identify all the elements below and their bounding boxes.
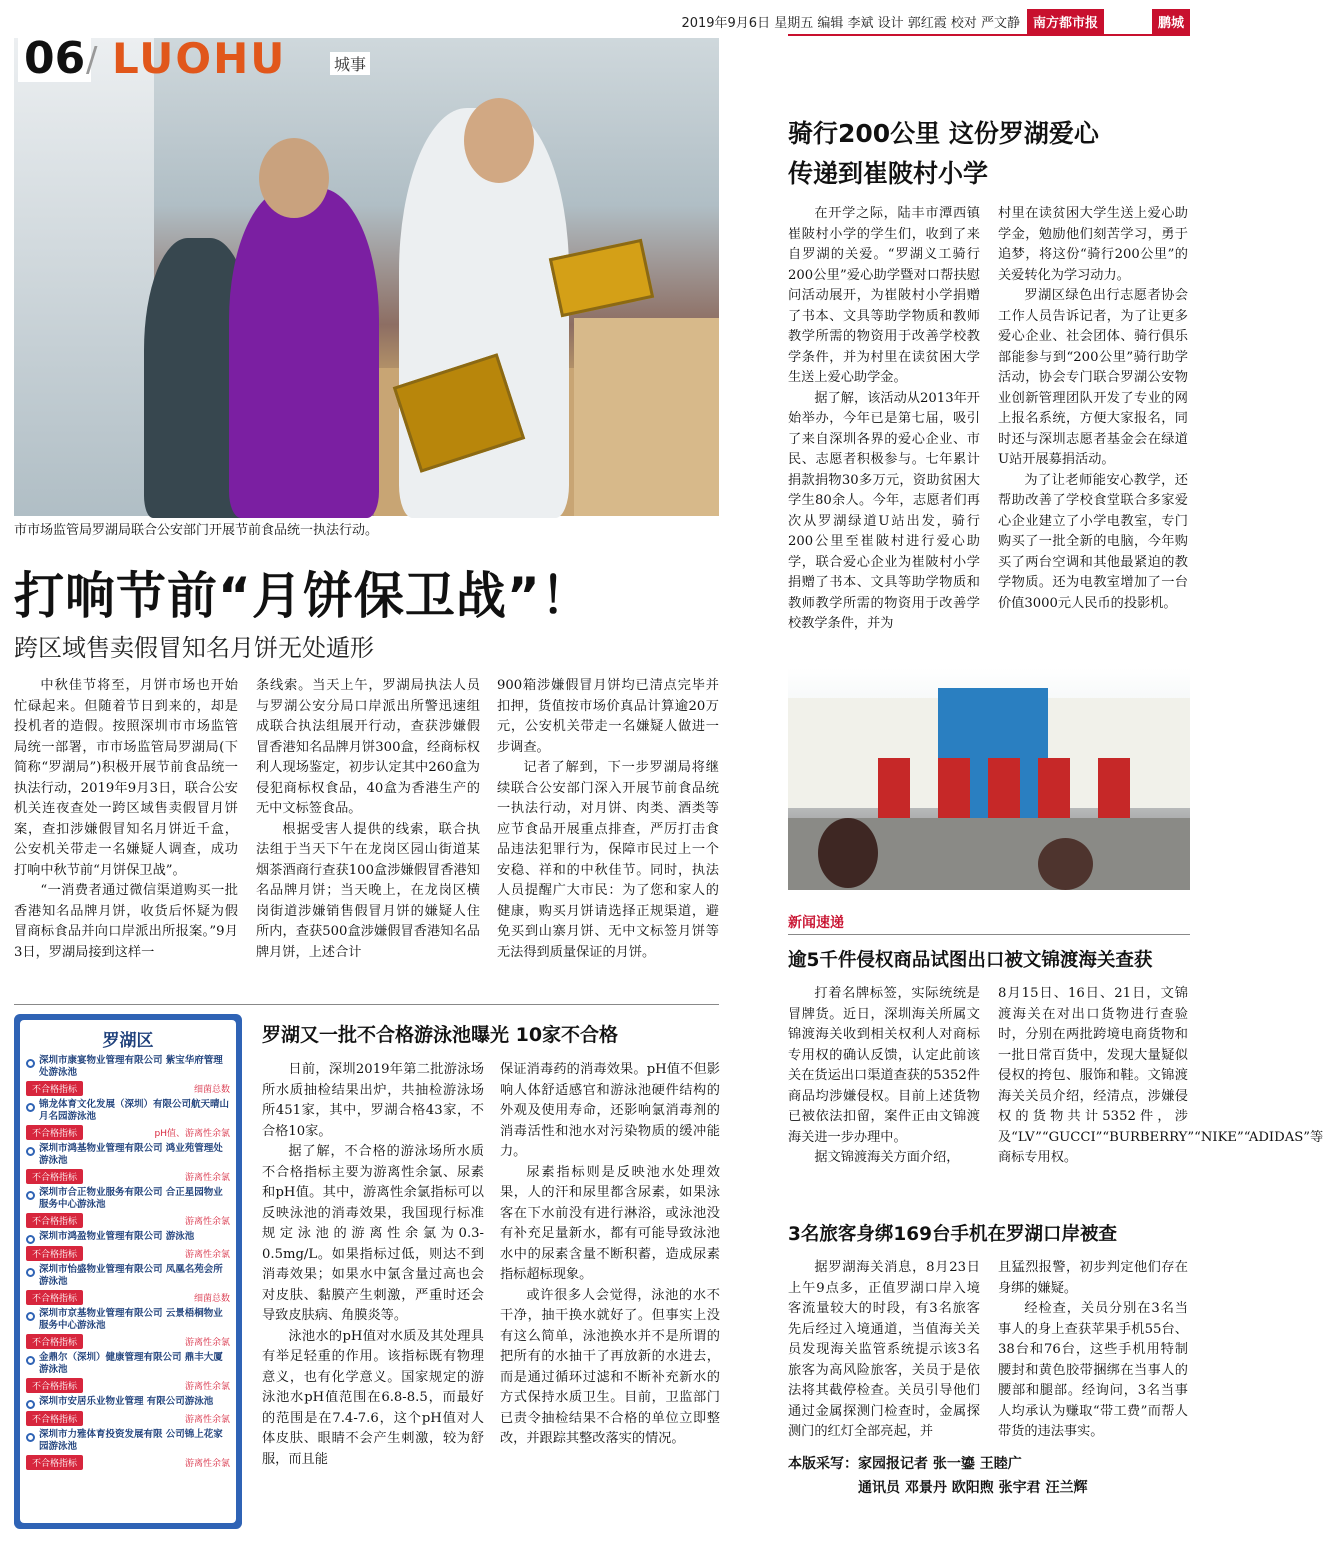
cycling-story-col-1 xyxy=(788,204,980,635)
paragraph: 据了解，不合格的游泳场所水质不合格指标主要为游离性余氯、尿素和pH值。其中，游离性余氯指标可以反映泳池的消毒效果，我国现行标准规定泳池的游离性余氯为0.3-0.5mg/L。如果指标过低，则达不到消毒效果；如果水中氯含量过高也会对皮肤、黏膜产生刺激，严重时还会导致皮肤病、角膜炎等。 xyxy=(262,1144,484,1323)
pool-name: 深圳市力雅体育投资发展有限 公司锦上花家园游泳池 xyxy=(39,1429,223,1452)
fail-tag: 不合格指标 xyxy=(26,1169,83,1184)
credits-line2: 通讯员 邓景丹 欧阳煦 张宇君 汪兰辉 xyxy=(858,1480,1088,1496)
fail-tag: 不合格指标 xyxy=(26,1246,83,1261)
paragraph: 据罗湖海关消息，8月23日上午9点多，正值罗湖口岸入境客流量较大的时段，有3名旅客先后经过入境通道，当值海关关员发现海关监管系统提示该3名旅客为高风险旅客，关员于是依法将其截停检查。关员引导他们通过金属探测门检查时，金属探测门的红灯全部亮起，并 xyxy=(788,1260,980,1439)
fail-indicator: 细菌总数 xyxy=(193,1085,230,1095)
pool-name: 深圳市康宴物业管理有限公司 紫宝华府管理处游泳池 xyxy=(39,1055,223,1078)
fail-tag: 不合格指标 xyxy=(26,1081,83,1096)
pool-story-col-2 xyxy=(500,1060,720,1450)
fail-indicator: 游离性余氯 xyxy=(184,1173,230,1183)
newspaper-logo: 南方都市报 xyxy=(1027,9,1104,34)
paragraph: 且猛烈报警，初步判定他们存在身绑的嫌疑。 xyxy=(998,1260,1188,1296)
pool-story-col-1 xyxy=(262,1060,484,1470)
main-subheadline: 跨区域售卖假冒知名月饼无处遁形 xyxy=(14,634,374,662)
bullet-icon xyxy=(26,1103,35,1112)
fail-indicator: 细菌总数 xyxy=(193,1294,230,1304)
paragraph: 罗湖区绿色出行志愿者协会工作人员告诉记者，为了让更多爱心企业、社会团体、骑行俱乐部能参与到“200公里”骑行助学活动，协会专门联合罗湖公安物业创新管理团队开发了专业的网上报名系统，方便大家报名，同时还与深圳志愿者基金会在绿道U站开展募捐活动。 xyxy=(998,288,1188,467)
brief2-col-1 xyxy=(788,1258,980,1443)
pool-list-item xyxy=(26,1187,230,1228)
credits-line1: 本版采写：家园报记者 张一鎏 王睦广 xyxy=(788,1456,1022,1472)
bullet-icon xyxy=(26,1433,35,1442)
brief1-headline: 逾5千件侵权商品试图出口被文锦渡海关查获 xyxy=(788,950,1153,971)
fail-indicator: 游离性余氯 xyxy=(184,1250,230,1260)
paragraph: 记者了解到，下一步罗湖局将继续联合公安部门深入开展节前食品统一执法行动，对月饼、肉类、酒类等应节食品开展重点排查，严厉打击食品违法犯罪行为，保障市民过上一个安稳、祥和的中秋佳节。同时，执法人员提醒广大市民：为了您和家人的健康，购买月饼请选择正规渠道，避免买到山寨月饼、无中文标签月饼等无法得到质量保证的月饼。 xyxy=(497,760,719,960)
pool-name: 金鼎尔（深圳）健康管理有限公司 鼎丰大厦游泳池 xyxy=(39,1352,223,1375)
paragraph: 泳池水的pH值对水质及其处理具有举足轻重的作用。该指标既有物理意义，也有化学意义。国家规定的游泳池水pH值范围在6.8-8.5，而最好的范围是在7.4-7.6，这个pH值对人体皮肤、眼睛不会产生刺激，较为舒服，而且能 xyxy=(262,1328,484,1467)
fail-indicator: 游离性余氯 xyxy=(184,1415,230,1425)
pool-list-item xyxy=(26,1231,230,1261)
fail-tag: 不合格指标 xyxy=(26,1213,83,1228)
pool-list-item xyxy=(26,1396,230,1426)
paragraph: 村里在读贫困大学生送上爱心助学金，勉励他们刻苦学习，勇于追梦，将这份“骑行200公里”的关爱转化为学习动力。 xyxy=(998,206,1188,283)
paragraph: 根据受害人提供的线索，联合执法组于当天下午在龙岗区园山街道某烟茶酒商行查获100盒涉嫌假冒香港知名品牌月饼；当天晚上，在龙岗区横岗街道涉嫌销售假冒月饼的嫌疑人住所内，查获500盒涉嫌假冒香港知名品牌月饼，上述合计 xyxy=(256,821,480,960)
pool-name: 深圳市合正物业服务有限公司 合正星园物业服务中心游泳池 xyxy=(39,1187,223,1210)
bullet-icon xyxy=(26,1059,35,1068)
main-story-col-2 xyxy=(256,676,480,963)
paragraph: 8月15日、16日、21日，文锦渡海关在对出口货物进行查验时，分别在两批跨境电商货物和一批日常百货中，发现大量疑似侵权的挎包、服饰和鞋。文锦渡海关关员介绍，经清点，涉嫌侵权的货物共计5352件，涉及“LV”“GUCCI”“BURBERRY”“NIKE”“ADIDAS”等商标专用权。 xyxy=(998,986,1323,1165)
pool-list-item xyxy=(26,1429,230,1470)
bullet-icon xyxy=(26,1400,35,1409)
photo-caption: 市市场监管局罗湖局联合公安部门开展节前食品统一执法行动。 xyxy=(14,523,379,538)
fail-tag: 不合格指标 xyxy=(26,1290,83,1305)
brief-divider xyxy=(788,934,1190,935)
fail-tag: 不合格指标 xyxy=(26,1125,83,1140)
pool-name: 深圳市怡盛物业管理有限公司 凤凰名苑会所游泳池 xyxy=(39,1264,223,1287)
bullet-icon xyxy=(26,1268,35,1277)
pool-list-item xyxy=(26,1099,230,1140)
news-brief-tag: 新闻速递 xyxy=(788,915,844,931)
cycling-headline-line1: 骑行200公里 这份罗湖爱心 xyxy=(788,119,1099,148)
paragraph: 保证消毒药的消毒效果。pH值不但影响人体舒适感官和游泳池硬件结构的外观及使用寿命，还影响氯消毒剂的消毒活性和池水对污染物质的缓冲能力。 xyxy=(500,1062,720,1159)
brief2-col-2 xyxy=(998,1258,1188,1443)
pool-list-item xyxy=(26,1352,230,1393)
paragraph: 或许很多人会觉得，泳池的水不干净，抽干换水就好了。但事实上没有这么简单，泳池换水并不是所谓的把所有的水抽干了再放新的水进去，而是通过循环过滤和不断补充新水的方式保持水质卫生。目前，卫监部门已责令抽检结果不合格的单位立即整改，并跟踪其整改落实的情况。 xyxy=(500,1287,720,1446)
supplement-logo: 鹏城 xyxy=(1152,9,1190,34)
pool-headline: 罗湖又一批不合格游泳池曝光 10家不合格 xyxy=(262,1024,619,1046)
fail-indicator: 游离性余氯 xyxy=(184,1459,230,1469)
paragraph: 条线索。当天上午，罗湖局执法人员与罗湖公安分局口岸派出所警迅速组成联合执法组展开行动，查获涉嫌假冒香港知名品牌月饼300盒，经商标权利人现场鉴定，初步认定其中260盒为侵犯商标权食品，40盒为香港生产的无中文标签食品。 xyxy=(256,678,480,816)
section-subtitle: 城事 xyxy=(330,52,370,75)
brief2-headline: 3名旅客身绑169台手机在罗湖口岸被查 xyxy=(788,1224,1117,1245)
fail-indicator: 游离性余氯 xyxy=(184,1382,230,1392)
paragraph: 在开学之际，陆丰市潭西镇崔陂村小学的学生们，收到了来自罗湖的关爱。“罗湖义工骑行200公里”爱心助学暨对口帮扶慰问活动展开，为崔陂村小学捐赠了书本、文具等助学物质和教师教学所需的物资用于改善学校教学条件，并为村里在读贫困大学生送上爱心助学金。 xyxy=(788,206,980,385)
bullet-icon xyxy=(26,1191,35,1200)
paragraph: “一消费者通过微信渠道购买一批香港知名品牌月饼，收货后怀疑为假冒商标食品并向口岸派出所报案。”9月3日，罗湖局接到这样一 xyxy=(14,883,238,960)
brief1-col-2 xyxy=(998,984,1323,1169)
cycling-photo xyxy=(788,668,1190,890)
pool-list-item xyxy=(26,1055,230,1096)
pool-name: 深圳市鸿基物业管理有限公司 鸿业苑管理处游泳池 xyxy=(39,1143,223,1166)
fail-indicator: 游离性余氯 xyxy=(184,1338,230,1348)
main-headline: 打响节前“月饼保卫战”！ xyxy=(14,567,592,625)
section-number: 06 xyxy=(18,36,91,82)
fail-tag: 不合格指标 xyxy=(26,1378,83,1393)
main-story-col-3 xyxy=(497,676,719,963)
credits xyxy=(788,1452,1088,1500)
paragraph: 尿素指标则是反映池水处理效果，人的汗和尿里都含尿素，如果泳客在下水前没有进行淋浴，或泳池没有补充足量新水，都有可能导致泳池水中的尿素含量不断积蓄，造成尿素指标超标现象。 xyxy=(500,1164,720,1282)
cycling-story-col-2 xyxy=(998,204,1188,614)
fail-tag: 不合格指标 xyxy=(26,1334,83,1349)
fail-indicator: pH值、游离性余氯 xyxy=(154,1129,230,1139)
paragraph: 经检查，关员分别在3名当事人的身上查获苹果手机55台、38台和76台，这些手机用特制腰封和黄色胶带捆绑在当事人的腰部和腿部。经询问，3名当事人均承认为赚取“带工费”而帮人带货的违法事实。 xyxy=(998,1301,1188,1439)
paragraph: 日前，深圳2019年第二批游泳场所水质抽检结果出炉，共抽检游泳场所451家，其中，罗湖合格43家，不合格10家。 xyxy=(262,1062,484,1139)
paragraph: 900箱涉嫌假冒月饼均已清点完毕并扣押，货值按市场价真品计算逾20万元，公安机关带走一名嫌疑人做进一步调查。 xyxy=(497,678,719,755)
pool-name: 深圳市鸿盈物业管理有限公司 游泳池 xyxy=(39,1231,195,1242)
bullet-icon xyxy=(26,1356,35,1365)
paragraph: 打着名牌标签，实际统统是冒牌货。近日，深圳海关所属文锦渡海关收到相关权利人对商标专用权的确认反馈，认定此前该关在货运出口渠道查获的5352件商品均涉嫌侵权。目前上述货物已被依法扣留，案件正由文锦渡海关进一步办理中。 xyxy=(788,986,980,1145)
fail-tag: 不合格指标 xyxy=(26,1411,83,1426)
pool-name: 深圳市安居乐业物业管理 有限公司游泳池 xyxy=(39,1396,214,1407)
cycling-headline xyxy=(788,114,1099,194)
paragraph: 中秋佳节将至，月饼市场也开始忙碌起来。但随着节日到来的，却是投机者的造假。按照深圳市市场监管局统一部署，市市场监管局罗湖局(下简称“罗湖局”)积极开展节前食品统一执法行动，2019年9月3日，联合公安机关连夜查处一跨区域售卖假冒月饼案，查扣涉嫌假冒知名月饼近千盒，公安机关带走一名嫌疑人调查，成功打响中秋节前“月饼保卫战”。 xyxy=(14,678,238,878)
pool-name: 深圳市京基物业管理有限公司 云景梧桐物业服务中心游泳池 xyxy=(39,1308,223,1331)
bullet-icon xyxy=(26,1312,35,1321)
brief1-col-1 xyxy=(788,984,980,1169)
fail-indicator: 游离性余氯 xyxy=(184,1217,230,1227)
cycling-headline-line2: 传递到崔陂村小学 xyxy=(788,159,989,188)
pool-list-item xyxy=(26,1308,230,1349)
bullet-icon xyxy=(26,1147,35,1156)
section-slash: / xyxy=(86,40,98,80)
paragraph: 据文锦渡海关方面介绍， xyxy=(814,1150,960,1165)
bullet-icon xyxy=(26,1235,35,1244)
fail-tag: 不合格指标 xyxy=(26,1455,83,1470)
section-divider xyxy=(14,1004,719,1005)
panel-title: 罗湖区 xyxy=(102,1031,154,1051)
paragraph: 为了让老师能安心教学，还帮助改善了学校食堂联合多家爱心企业建立了小学电教室，专门购买了一批全新的电脑，今年购买了两台空调和其他最紧迫的教学物质。还为电教室增加了一台价值3000元人民币的投影机。 xyxy=(998,472,1188,611)
pool-list-panel xyxy=(14,1014,242,1529)
main-story-col-1 xyxy=(14,676,238,963)
issue-meta: 2019年9月6日 星期五 编辑 李斌 设计 郭红霞 校对 严文静 xyxy=(681,16,1020,31)
header-rule xyxy=(788,34,1190,36)
pool-list-item xyxy=(26,1264,230,1305)
paragraph: 据了解，该活动从2013年开始举办，今年已是第七届，吸引了来自深圳各界的爱心企业、市民、志愿者积极参与。七年累计捐款捐物30多万元，资助贫困大学生80余人。今年，志愿者们再次从罗湖绿道U站出发，骑行200公里至崔陂村进行爱心助学，联合爱心企业为崔陂村小学捐赠了书本、文具等助学物质和教师教学所需的物资用于改善学校教学条件，并为 xyxy=(788,390,980,631)
section-name: LUOHU xyxy=(112,34,287,83)
pool-name: 锦龙体育文化发展（深圳）有限公司航天晴山月名园游泳池 xyxy=(39,1099,230,1122)
main-photo xyxy=(14,34,719,516)
pool-list-item xyxy=(26,1143,230,1184)
